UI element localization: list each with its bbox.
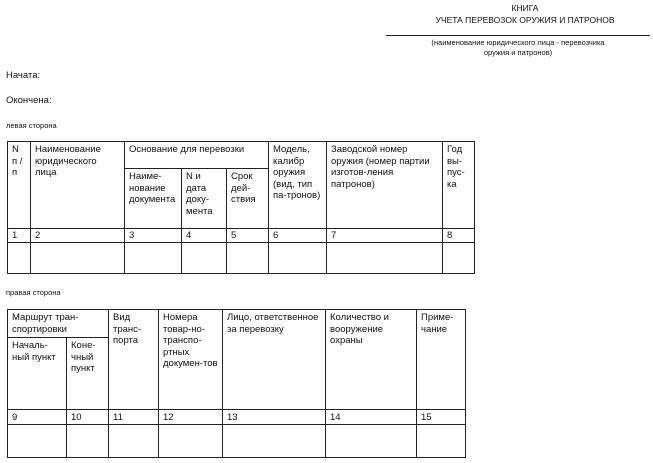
header-responsible-person: Лицо, ответственное за перевозку xyxy=(223,310,326,410)
header-note: Приме-чание xyxy=(417,310,466,410)
header-serial-number: Заводской номер оружия (номер партии изготов-ления патронов) xyxy=(327,142,443,229)
empty-cell xyxy=(125,243,182,274)
empty-data-row xyxy=(8,243,475,274)
column-number: 15 xyxy=(417,410,466,425)
column-number: 9 xyxy=(8,410,67,425)
empty-cell xyxy=(159,425,223,458)
empty-cell xyxy=(8,425,67,458)
column-number: 7 xyxy=(327,229,443,243)
empty-cell xyxy=(443,243,475,274)
header-year: Год вы-пус-ка xyxy=(443,142,475,229)
header-transport-type: Вид транс-порта xyxy=(109,310,159,410)
empty-cell xyxy=(67,425,109,458)
carrier-name-line xyxy=(386,35,650,36)
empty-cell xyxy=(269,243,327,274)
column-number: 8 xyxy=(443,229,475,243)
column-number: 6 xyxy=(269,229,327,243)
empty-cell xyxy=(182,243,227,274)
empty-cell xyxy=(8,243,31,274)
header-waybill-numbers: Номера товар-но-транспо-ртных докумен-тов xyxy=(159,310,223,410)
empty-cell xyxy=(109,425,159,458)
header-document-number-date: N и дата доку-мента xyxy=(182,169,227,229)
empty-cell xyxy=(327,243,443,274)
carrier-note-line1: (наименование юридического лица - перевозчика xyxy=(431,38,605,47)
header-route: Маршрут тран-спортировки xyxy=(8,310,109,338)
column-number: 10 xyxy=(67,410,109,425)
header-legal-entity: Наименование юридического лица xyxy=(31,142,125,229)
header-weapon-model: Модель, калибр оружия (вид, тип па-тронов) xyxy=(269,142,327,229)
header-validity: Срок дей-ствия xyxy=(227,169,269,229)
right-side-table xyxy=(7,309,466,458)
header-guard-armament: Количество и вооружение охраны xyxy=(326,310,417,410)
right-side-caption: правая сторона xyxy=(6,288,61,297)
column-numbers-row xyxy=(8,229,475,243)
carrier-note-line2: оружия и патронов) xyxy=(483,48,553,57)
empty-data-row xyxy=(8,425,466,458)
column-number: 12 xyxy=(159,410,223,425)
header-transport-basis: Основание для перевозки xyxy=(125,142,269,169)
started-label: Начата: xyxy=(6,70,41,81)
column-number: 4 xyxy=(182,229,227,243)
header-row-number: N п / п xyxy=(8,142,31,229)
empty-cell xyxy=(417,425,466,458)
column-number: 3 xyxy=(125,229,182,243)
column-number: 2 xyxy=(31,229,125,243)
header-document-name: Наиме-нование документа xyxy=(125,169,182,229)
left-side-table xyxy=(7,141,475,274)
column-numbers-row xyxy=(8,410,466,425)
header-start-point: Началь-ный пункт xyxy=(8,338,67,410)
book-subtitle: УЧЕТА ПЕРЕВОЗОК ОРУЖИЯ И ПАТРОНОВ xyxy=(435,15,615,25)
empty-cell xyxy=(31,243,125,274)
book-title: КНИГА xyxy=(511,3,539,13)
empty-cell xyxy=(227,243,269,274)
column-number: 1 xyxy=(8,229,31,243)
column-number: 5 xyxy=(227,229,269,243)
empty-cell xyxy=(326,425,417,458)
column-number: 11 xyxy=(109,410,159,425)
column-number: 14 xyxy=(326,410,417,425)
finished-label: Окончена: xyxy=(6,95,52,106)
header-end-point: Коне-чный пункт xyxy=(67,338,109,410)
empty-cell xyxy=(223,425,326,458)
column-number: 13 xyxy=(223,410,326,425)
left-side-caption: левая сторона xyxy=(6,121,57,130)
